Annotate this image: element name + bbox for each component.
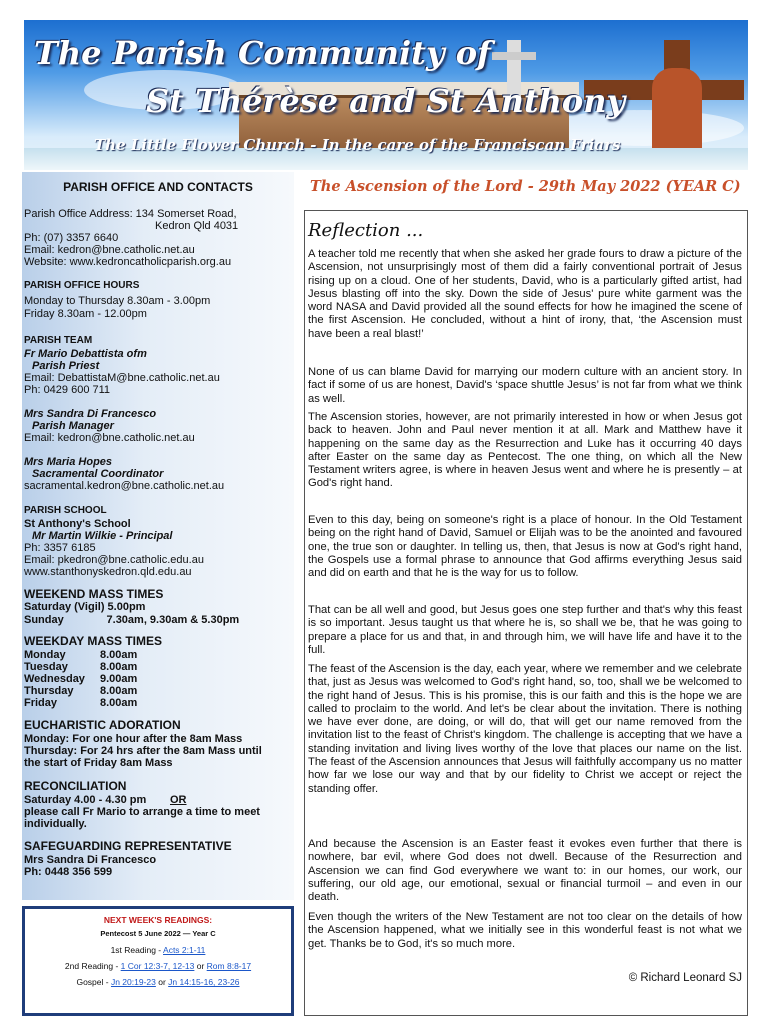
priest-email: Email: DebattistaM@bne.catholic.net.au bbox=[24, 372, 220, 384]
office-hours-friday: Friday 8.30am - 12.00pm bbox=[24, 308, 147, 320]
adoration-until: the start of Friday 8am Mass bbox=[24, 757, 173, 769]
first-reading bbox=[25, 945, 291, 955]
coordinator-role: Sacramental Coordinator bbox=[32, 468, 164, 480]
office-phone: Ph: (07) 3357 6640 bbox=[24, 232, 119, 244]
weekday-day: Friday bbox=[24, 697, 58, 709]
weekday-time: 9.00am bbox=[100, 673, 138, 685]
weekday-day: Wednesday bbox=[24, 673, 85, 685]
weekday-day: Tuesday bbox=[24, 661, 68, 673]
school-heading: PARISH SCHOOL bbox=[24, 505, 107, 516]
gospel-reading bbox=[25, 977, 291, 987]
safeguarding-name: Mrs Sandra Di Francesco bbox=[24, 854, 157, 866]
first-reading-link[interactable]: Acts 2:1-11 bbox=[163, 945, 206, 955]
weekend-mass-sunday: Sunday 7.30am, 9.30am & 5.30pm bbox=[24, 614, 240, 626]
office-address: Parish Office Address: 134 Somerset Road, bbox=[24, 208, 237, 220]
school-email: Email: pkedron@bne.catholic.edu.au bbox=[24, 554, 204, 566]
team-heading: PARISH TEAM bbox=[24, 335, 93, 346]
reflection-paragraph: And because the Ascension is an Easter feast it evokes even further that there is nowhere, bar evil, where God does not dwell. Because of the Resurrection and Ascension we can find God everywhere we want to: in our homes, our work, our suffering, our old age, our emotional, sexual or financial turmoil – and even in our death. bbox=[308, 838, 742, 904]
second-reading-label: 2nd Reading - bbox=[64, 961, 121, 971]
safeguarding-heading: SAFEGUARDING REPRESENTATIVE bbox=[24, 839, 232, 853]
priest-name: Fr Mario Debattista ofm bbox=[24, 348, 147, 360]
weekend-mass-saturday: Saturday (Vigil) 5.00pm bbox=[24, 601, 146, 613]
reflection-paragraph: The feast of the Ascension is the day, each year, where we remember and we celebrate that, just as Jesus was welcomed to God's right hand, so, too, shall we be welcomed to the right hand of Jesus. This is his promise, this is our faith and this is the hope we are called to proclaim to the world. And let's be clear about the invitation. There is nothing we have ever done, are doing, or will do, that will get our name removed from the invitation list to the feast of Christ's kingdom. The challenge is accepting that we have a standing invitation and living lives worthy of the love that places our name on the list. The feast of the Ascension announces that Jesus will faithfully accompany us no matter how far we lose our way and that by our fidelity to Christ we accept or reject the standing offer. bbox=[308, 663, 742, 795]
reconciliation-or: OR bbox=[170, 794, 187, 806]
office-email: Email: kedron@bne.catholic.net.au bbox=[24, 244, 195, 256]
header-banner bbox=[24, 20, 748, 170]
reflection-paragraph: None of us can blame David for marrying our modern culture with an ancient story. In fact if some of us are honest, David's ‘space shuttle Jesus’ is not far from what we think as well. bbox=[308, 366, 742, 405]
office-hours-heading: PARISH OFFICE HOURS bbox=[24, 280, 140, 291]
sidebar-heading: PARISH OFFICE AND CONTACTS bbox=[63, 180, 253, 194]
weekday-mass-heading: WEEKDAY MASS TIMES bbox=[24, 634, 163, 648]
school-principal: Mr Martin Wilkie - Principal bbox=[32, 530, 173, 542]
weekday-time: 8.00am bbox=[100, 661, 138, 673]
reconciliation-saturday: Saturday 4.00 - 4.30 pm bbox=[24, 794, 147, 806]
office-hours-weekdays: Monday to Thursday 8.30am - 3.00pm bbox=[24, 295, 211, 307]
weekday-time: 8.00am bbox=[100, 649, 138, 661]
reflection-paragraph: A teacher told me recently that when she asked her grade fours to draw a picture of the Ascension, not unsurprisingly most of them did a fairly conventional portrait of Jesus rising up on a cloud. One of her students, David, who is a particularly gifted artist, had Jesus blasting off into the sky. Down the side of Jesus' pure white garment was the word NASA and David provided all the sound effects for how he imagined the scene of the first Ascension. He concluded, without a hint of irony, that, ‘the Ascension must have been a real blast!’ bbox=[308, 248, 742, 340]
office-address-suburb: Kedron Qld 4031 bbox=[155, 220, 239, 232]
weekday-time: 8.00am bbox=[100, 685, 138, 697]
adoration-heading: EUCHARISTIC ADORATION bbox=[24, 718, 181, 732]
weekend-mass-heading: WEEKEND MASS TIMES bbox=[24, 587, 164, 601]
reflection-paragraph: Even to this day, being on someone's right is a place of honour. In the Old Testament being on the right hand of David, Samuel or Elijah was to be the anointed and favoured one, the true son or daughter. In telling us, then, that Jesus is now at God's right hand, the Gospels use a formal phrase to announce that God affirms everything Jesus said and did on earth and that he is the way for us to follow. bbox=[308, 514, 742, 580]
adoration-monday: Monday: For one hour after the 8am Mass bbox=[24, 733, 243, 745]
or-text: or bbox=[155, 977, 169, 987]
coordinator-name: Mrs Maria Hopes bbox=[24, 456, 113, 468]
banner-subtitle: The Little Flower Church - In the care of the Franciscan Friars bbox=[94, 136, 621, 154]
readings-heading: NEXT WEEK'S READINGS: bbox=[103, 915, 213, 925]
adoration-thursday: Thursday: For 24 hrs after the 8am Mass until bbox=[24, 745, 262, 757]
reconciliation-note-end: individually. bbox=[24, 818, 87, 830]
gospel-alt-link[interactable]: Jn 14:15-16, 23-26 bbox=[168, 977, 240, 987]
next-readings-box bbox=[22, 906, 294, 1016]
office-website: Website: www.kedroncatholicparish.org.au bbox=[24, 256, 232, 268]
school-website: www.stanthonyskedron.qld.edu.au bbox=[24, 566, 192, 578]
church-cross-image bbox=[492, 52, 536, 60]
manager-name: Mrs Sandra Di Francesco bbox=[24, 408, 157, 420]
second-reading bbox=[25, 961, 291, 971]
feast-title: The Ascension of the Lord - 29th May 2022 (YEAR C) bbox=[310, 178, 741, 195]
author-signature: © Richard Leonard SJ bbox=[628, 972, 742, 984]
contacts-sidebar bbox=[22, 172, 294, 900]
priest-phone: Ph: 0429 600 711 bbox=[24, 384, 111, 396]
readings-occasion: Pentecost 5 June 2022 — Year C bbox=[100, 929, 216, 938]
manager-email: Email: kedron@bne.catholic.net.au bbox=[24, 432, 195, 444]
reconciliation-note: please call Fr Mario to arrange a time to meet bbox=[24, 806, 260, 818]
banner-title-line1: The Parish Community of bbox=[34, 34, 491, 72]
manager-role: Parish Manager bbox=[32, 420, 114, 432]
reflection-title: Reflection ... bbox=[308, 220, 424, 241]
or-text: or bbox=[194, 961, 207, 971]
reflection-paragraph: That can be all well and good, but Jesus goes one step further and that's why this feast is so important. Jesus taught us that where he is, so shall we be, that he was going to prepare a place for us and that, in and through him, we will have life and have it to the full. bbox=[308, 604, 742, 656]
reconciliation-heading: RECONCILIATION bbox=[24, 779, 127, 793]
priest-role: Parish Priest bbox=[32, 360, 100, 372]
safeguarding-phone: Ph: 0448 356 599 bbox=[24, 866, 113, 878]
gospel-link[interactable]: Jn 20:19-23 bbox=[110, 977, 156, 987]
second-reading-link[interactable]: 1 Cor 12:3-7, 12-13 bbox=[120, 961, 195, 971]
school-name: St Anthony's School bbox=[24, 518, 131, 530]
coordinator-email: sacramental.kedron@bne.catholic.net.au bbox=[24, 480, 225, 492]
gospel-label: Gospel - bbox=[76, 977, 111, 987]
school-phone: Ph: 3357 6185 bbox=[24, 542, 96, 554]
weekday-time: 8.00am bbox=[100, 697, 138, 709]
weekday-day: Thursday bbox=[24, 685, 74, 697]
reflection-paragraph: The Ascension stories, however, are not primarily interested in how or when Jesus got back to heaven. John and Paul never mention it at all. Mark and Matthew have it happening on the same day as the Resurrection and Luke has it occurring 40 days after Easter on the same day as Pentecost. The one thing, on which all the New Testament writers agree, is where in heaven Jesus went and where he is presently – at God's right hand. bbox=[308, 411, 742, 490]
weekday-day: Monday bbox=[24, 649, 66, 661]
banner-title-line2: St Thérèse and St Anthony bbox=[146, 82, 626, 120]
reflection-paragraph: Even though the writers of the New Testament are not too clear on the details of how the Ascension happened, what we initially see in this wonderful feast is not what we get. Thanks be to God, it's so much more. bbox=[308, 911, 742, 950]
second-reading-alt-link[interactable]: Rom 8:8-17 bbox=[206, 961, 252, 971]
first-reading-label: 1st Reading - bbox=[110, 945, 164, 955]
